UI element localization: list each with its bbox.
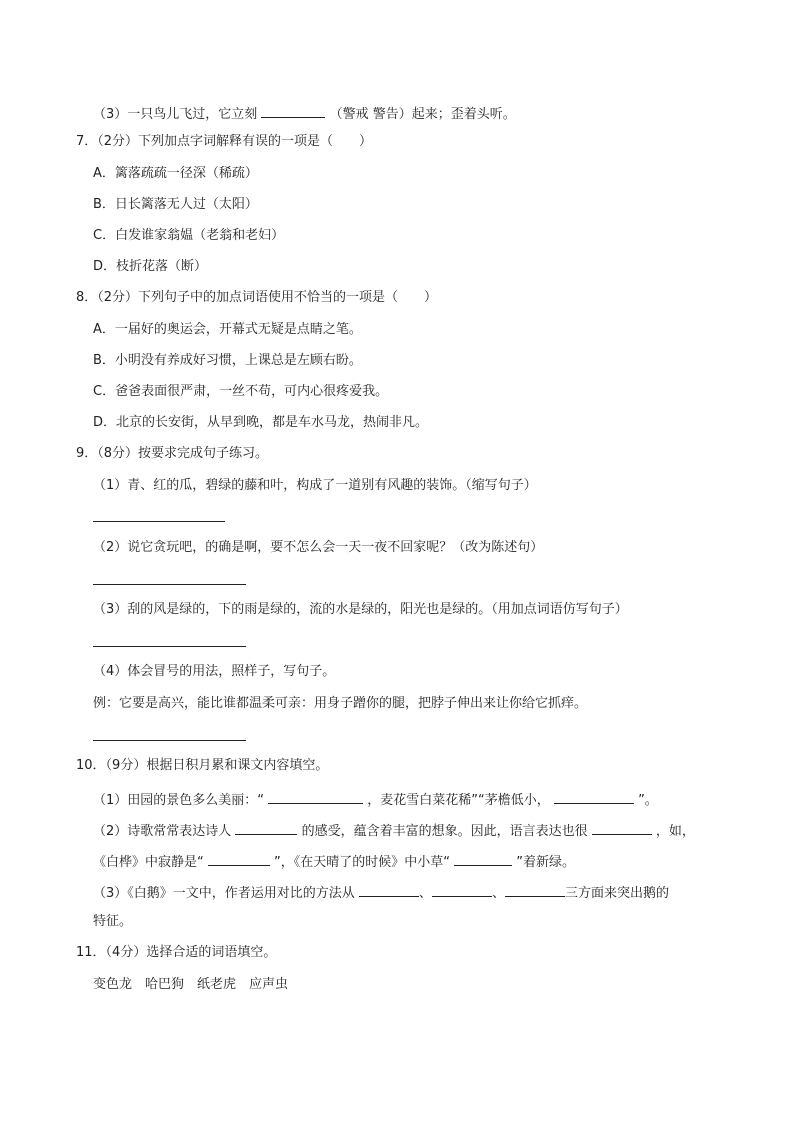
answer-line[interactable] (93, 584, 246, 585)
q10-item2-line1 (93, 820, 695, 841)
q7-option-b: B．日长篱落无人过（太阳） (93, 197, 258, 212)
answer-blank[interactable] (261, 103, 325, 118)
q10-item2-text-c: ，如， (655, 824, 695, 839)
q6-item3 (93, 103, 516, 124)
q10-item1 (93, 789, 658, 810)
q11-stem: 11．（4分）选择合适的词语填空。 (76, 945, 277, 960)
answer-blank[interactable] (432, 882, 492, 897)
q8-option-a: A．一届好的奥运会，开幕式无疑是点睛之笔。 (93, 322, 362, 337)
q10-item2-line2 (93, 851, 575, 872)
q9-item2: （2）说它贪玩吧，的确是啊，要不怎么会一天一夜不回家呢？（改为陈述句） (93, 540, 544, 555)
q10-item1-text-b: ，麦花雪白菜花稀”“茅檐低小， (367, 793, 550, 808)
q7-option-d: D．枝折花落（断） (93, 259, 208, 274)
q9-example: 例：它要是高兴，能比谁都温柔可亲：用身子蹭你的腿，把脖子伸出来让你给它抓痒。 (93, 696, 588, 711)
answer-line[interactable] (93, 646, 246, 647)
q7-option-a: A．篱落疏疏一径深（稀疏） (93, 166, 258, 181)
q10-item2-text-f: ”着新绿。 (516, 855, 576, 870)
q8-option-d: D．北京的长安街，从早到晚，都是车水马龙，热闹非凡。 (93, 415, 429, 430)
q10-item2-text-e: ”，《在天晴了的时候》中小草“ (274, 855, 451, 870)
q10-item2-text-b: 的感受，蕴含着丰富的想象。因此，语言表达也很 (301, 824, 588, 839)
answer-line[interactable] (93, 740, 246, 741)
q10-stem: 10．（9分）根据日积月累和课文内容填空。 (76, 758, 329, 773)
q10-item1-text-a: （1）田园的景色多么美丽：“ (93, 793, 265, 808)
q10-item3-sep2: 、 (491, 886, 505, 901)
answer-blank[interactable] (208, 851, 270, 866)
q9-item1: （1）青、红的瓜，碧绿的藤和叶，构成了一道别有风趣的装饰。（缩写句子） (93, 478, 537, 493)
q7-option-c: C．白发谁家翁媪（老翁和老妇） (93, 228, 285, 243)
q10-item2-text-a: （2）诗歌常常表达诗人 (93, 824, 232, 839)
q10-item2-text-d: 《白桦》中寂静是“ (93, 855, 204, 870)
answer-blank[interactable] (454, 851, 512, 866)
q9-stem: 9．（8分）按要求完成句子练习。 (76, 446, 269, 461)
q8-option-b: B．小明没有养成好习惯，上课总是左顾右盼。 (93, 353, 362, 368)
q10-item1-text-c: ”。 (638, 793, 658, 808)
q6-item3-suffix: （警戒 警告）起来；歪着头听。 (329, 107, 516, 122)
q9-item3: （3）刮的风是绿的，下的雨是绿的，流的水是绿的，阳光也是绿的。（用加点词语仿写句子） (93, 602, 628, 617)
answer-blank[interactable] (235, 820, 297, 835)
q10-item3-line1 (93, 882, 669, 903)
q8-option-c: C．爸爸表面很严肃，一丝不苟，可内心很疼爱我。 (93, 384, 389, 399)
answer-blank[interactable] (592, 820, 652, 835)
answer-blank[interactable] (359, 882, 419, 897)
q6-item3-prefix: （3）一只鸟儿飞过，它立刻 (93, 107, 258, 122)
q10-item3-line2: 特征。 (93, 914, 133, 929)
q11-word-bank: 变色龙 哈巴狗 纸老虎 应声虫 (93, 977, 289, 992)
q7-stem: 7．（2分）下列加点字词解释有误的一项是（ ） (76, 134, 373, 149)
answer-blank[interactable] (505, 882, 565, 897)
q8-stem: 8．（2分）下列句子中的加点词语使用不恰当的一项是（ ） (76, 290, 438, 305)
q10-item3-sep1: 、 (418, 886, 432, 901)
q10-item3-text-a: （3）《白鹅》一文中，作者运用对比的方法从 (93, 886, 355, 901)
q9-item4: （4）体会冒号的用法，照样子，写句子。 (93, 664, 336, 679)
answer-line[interactable] (93, 521, 225, 522)
q10-item3-text-b: 三方面来突出鹅的 (564, 886, 669, 901)
answer-blank[interactable] (268, 789, 363, 804)
answer-blank[interactable] (554, 789, 634, 804)
